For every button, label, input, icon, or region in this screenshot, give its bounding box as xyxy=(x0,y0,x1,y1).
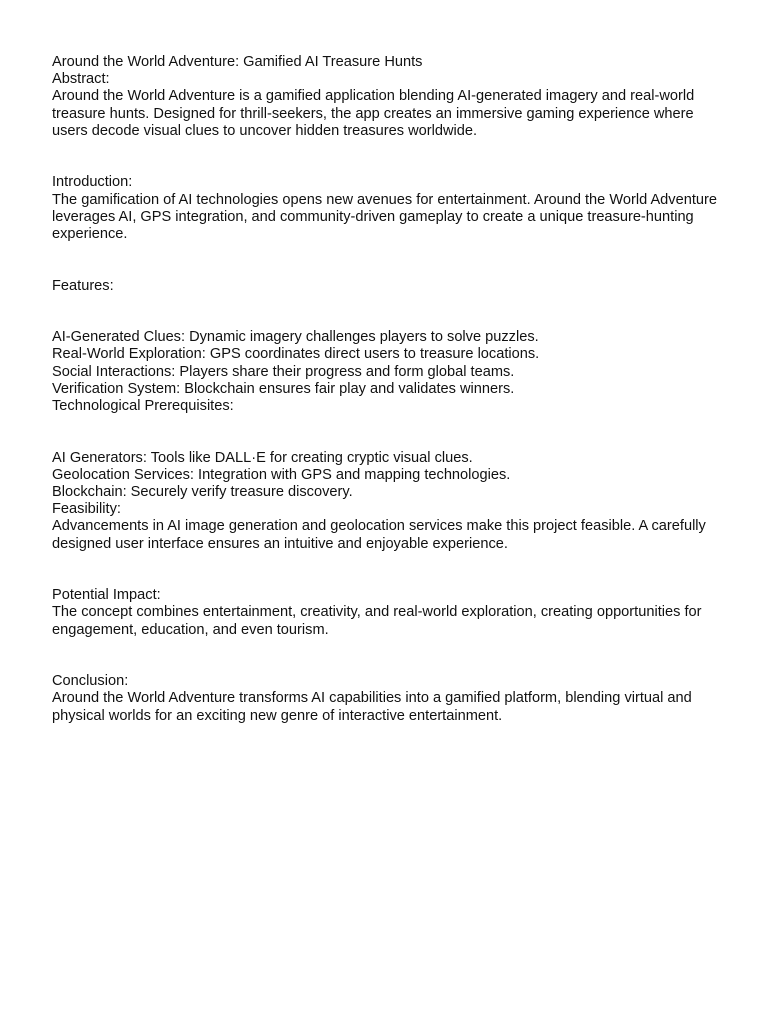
prerequisite-item: AI Generators: Tools like DALL·E for creating cryptic visual clues. xyxy=(52,449,473,466)
introduction-heading: Introduction: xyxy=(52,174,133,191)
section-spacer xyxy=(52,243,720,277)
conclusion-paragraph: Around the World Adventure transforms AI capabilities into a gamified platform, blending virtual and physical worlds for an exciting new genre of interactive entertainment. xyxy=(52,690,692,724)
section-spacer xyxy=(52,140,720,174)
abstract-heading: Abstract: xyxy=(52,71,110,88)
feature-item: Real-World Exploration: GPS coordinates direct users to treasure locations. xyxy=(52,346,540,363)
feature-item: Social Interactions: Players share their progress and form global teams. xyxy=(52,363,515,380)
features-heading: Features: xyxy=(52,277,114,294)
section-spacer xyxy=(52,553,720,587)
section-spacer xyxy=(52,639,720,673)
prerequisites-heading: Technological Prerequisites: xyxy=(52,398,234,415)
impact-heading: Potential Impact: xyxy=(52,587,161,604)
feature-item: AI-Generated Clues: Dynamic imagery challenges players to solve puzzles. xyxy=(52,329,539,346)
document-title: Around the World Adventure: Gamified AI Treasure Hunts xyxy=(52,54,423,70)
section-spacer xyxy=(52,415,720,449)
impact-paragraph: The concept combines entertainment, creativity, and real-world exploration, creating opportunities for engagement, education, and even tourism. xyxy=(52,604,702,638)
introduction-paragraph: The gamification of AI technologies opens new avenues for entertainment. Around the World Adventure leverages AI, GPS integration, and community-driven gameplay to create a unique treasure-hunting experience. xyxy=(52,191,717,243)
prerequisite-item: Blockchain: Securely verify treasure discovery. xyxy=(52,484,353,501)
conclusion-heading: Conclusion: xyxy=(52,673,129,690)
abstract-paragraph: Around the World Adventure is a gamified application blending AI-generated imagery and real-world treasure hunts. Designed for thrill-seekers, the app creates an immersive gaming experience where users decode visual clues to uncover hidden treasures worldwide. xyxy=(52,88,695,139)
feasibility-paragraph: Advancements in AI image generation and geolocation services make this project feasible. A carefully designed user interface ensures an intuitive and enjoyable experience. xyxy=(52,518,706,552)
document-body xyxy=(52,54,720,725)
feasibility-heading: Feasibility: xyxy=(52,501,121,518)
feature-item: Verification System: Blockchain ensures fair play and validates winners. xyxy=(52,380,515,397)
section-spacer xyxy=(52,295,720,329)
prerequisite-item: Geolocation Services: Integration with GPS and mapping technologies. xyxy=(52,466,511,483)
